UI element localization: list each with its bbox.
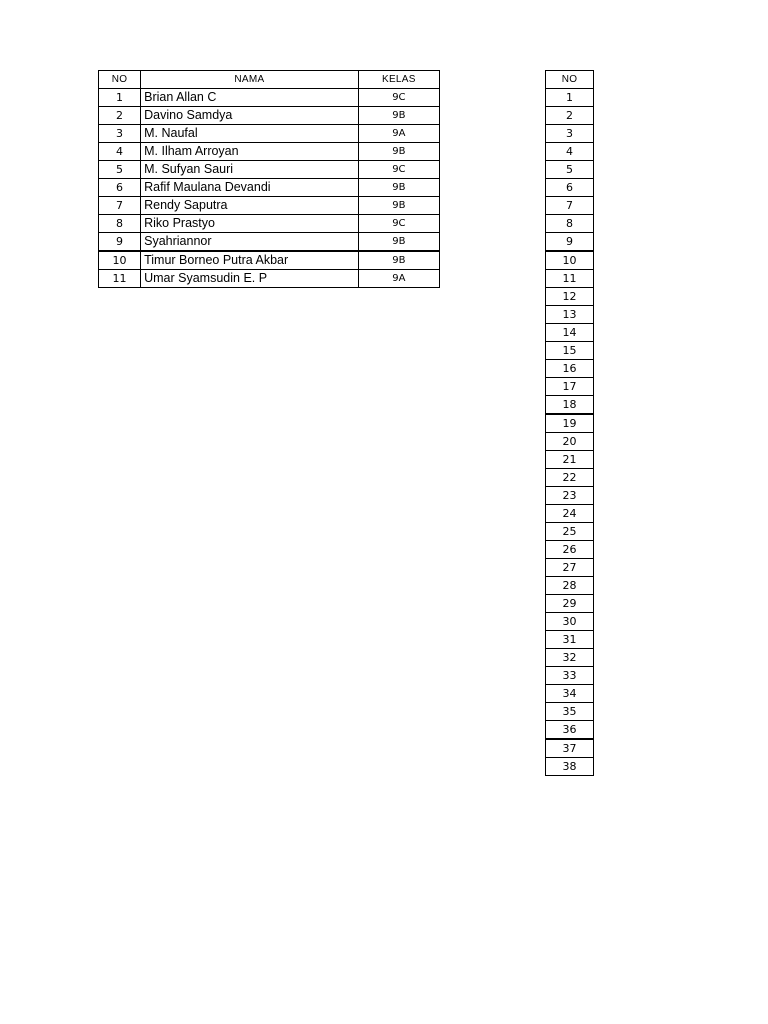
number-cell: 27 (546, 559, 594, 577)
table-row (546, 179, 594, 197)
table-row (99, 143, 440, 161)
number-cell: 11 (546, 270, 594, 288)
table-row (546, 396, 594, 415)
cell-nama: Rendy Saputra (141, 197, 359, 215)
cell-no: 11 (99, 270, 141, 288)
number-cell: 14 (546, 324, 594, 342)
header-no: NO (99, 71, 141, 89)
table-row (546, 306, 594, 324)
cell-kelas: 9B (358, 233, 439, 252)
number-cell: 21 (546, 451, 594, 469)
number-header-no: NO (546, 71, 594, 89)
number-cell: 13 (546, 306, 594, 324)
table-row (99, 161, 440, 179)
table-row (546, 215, 594, 233)
number-cell: 19 (546, 414, 594, 433)
table-row (546, 505, 594, 523)
table-row (546, 414, 594, 433)
header-nama: NAMA (141, 71, 359, 89)
table-row (546, 161, 594, 179)
table-row (546, 703, 594, 721)
number-cell: 30 (546, 613, 594, 631)
table-row (99, 107, 440, 125)
table-row (546, 559, 594, 577)
number-cell: 28 (546, 577, 594, 595)
table-row (99, 179, 440, 197)
table-row (546, 577, 594, 595)
number-cell: 38 (546, 758, 594, 776)
table-row (546, 758, 594, 776)
number-cell: 1 (546, 89, 594, 107)
number-cell: 24 (546, 505, 594, 523)
number-cell: 7 (546, 197, 594, 215)
table-row (546, 523, 594, 541)
cell-no: 2 (99, 107, 141, 125)
number-cell: 26 (546, 541, 594, 559)
cell-kelas: 9B (358, 107, 439, 125)
table-row (546, 541, 594, 559)
table-row (546, 233, 594, 252)
table-row (546, 595, 594, 613)
table-row (546, 631, 594, 649)
cell-nama: Umar Syamsudin E. P (141, 270, 359, 288)
number-cell: 23 (546, 487, 594, 505)
number-cell: 15 (546, 342, 594, 360)
number-cell: 5 (546, 161, 594, 179)
cell-nama: Rafif Maulana Devandi (141, 179, 359, 197)
table-row (99, 270, 440, 288)
table-row (546, 487, 594, 505)
cell-nama: Brian Allan C (141, 89, 359, 107)
student-table-header (99, 71, 440, 89)
table-row (546, 360, 594, 378)
number-cell: 16 (546, 360, 594, 378)
number-cell: 33 (546, 667, 594, 685)
cell-kelas: 9C (358, 89, 439, 107)
table-row (546, 251, 594, 270)
cell-nama: M. Sufyan Sauri (141, 161, 359, 179)
cell-no: 8 (99, 215, 141, 233)
number-cell: 29 (546, 595, 594, 613)
number-cell: 22 (546, 469, 594, 487)
table-row (546, 649, 594, 667)
number-table (545, 70, 594, 776)
cell-kelas: 9A (358, 270, 439, 288)
number-cell: 10 (546, 251, 594, 270)
table-row (99, 233, 440, 252)
table-row (546, 342, 594, 360)
table-row (546, 613, 594, 631)
cell-nama: M. Ilham Arroyan (141, 143, 359, 161)
number-table-header (546, 71, 594, 89)
cell-kelas: 9B (358, 197, 439, 215)
number-cell: 37 (546, 739, 594, 758)
cell-nama: Riko Prastyo (141, 215, 359, 233)
cell-kelas: 9B (358, 143, 439, 161)
cell-no: 4 (99, 143, 141, 161)
cell-no: 1 (99, 89, 141, 107)
cell-nama: M. Naufal (141, 125, 359, 143)
table-row (546, 324, 594, 342)
number-cell: 18 (546, 396, 594, 415)
table-row (546, 288, 594, 306)
cell-no: 10 (99, 251, 141, 270)
cell-no: 6 (99, 179, 141, 197)
table-row (546, 451, 594, 469)
cell-no: 7 (99, 197, 141, 215)
number-cell: 12 (546, 288, 594, 306)
cell-nama: Syahriannor (141, 233, 359, 252)
table-row (546, 721, 594, 740)
table-row (546, 143, 594, 161)
table-row (99, 215, 440, 233)
number-cell: 32 (546, 649, 594, 667)
cell-no: 3 (99, 125, 141, 143)
cell-kelas: 9C (358, 161, 439, 179)
number-cell: 2 (546, 107, 594, 125)
number-cell: 36 (546, 721, 594, 740)
student-table (98, 70, 440, 288)
number-cell: 3 (546, 125, 594, 143)
cell-kelas: 9A (358, 125, 439, 143)
table-row (546, 667, 594, 685)
table-row (546, 197, 594, 215)
cell-kelas: 9B (358, 179, 439, 197)
number-cell: 8 (546, 215, 594, 233)
cell-kelas: 9C (358, 215, 439, 233)
table-row (546, 685, 594, 703)
table-row (546, 125, 594, 143)
cell-nama: Davino Samdya (141, 107, 359, 125)
number-cell: 4 (546, 143, 594, 161)
table-row (546, 739, 594, 758)
table-row (99, 197, 440, 215)
header-kelas: KELAS (358, 71, 439, 89)
table-row (546, 433, 594, 451)
number-cell: 34 (546, 685, 594, 703)
table-row (99, 251, 440, 270)
number-cell: 25 (546, 523, 594, 541)
table-row (546, 89, 594, 107)
table-row (546, 469, 594, 487)
table-row (546, 270, 594, 288)
number-cell: 17 (546, 378, 594, 396)
cell-nama: Timur Borneo Putra Akbar (141, 251, 359, 270)
number-cell: 6 (546, 179, 594, 197)
cell-no: 9 (99, 233, 141, 252)
cell-kelas: 9B (358, 251, 439, 270)
number-cell: 31 (546, 631, 594, 649)
table-row (546, 378, 594, 396)
number-cell: 20 (546, 433, 594, 451)
table-row (546, 107, 594, 125)
number-cell: 35 (546, 703, 594, 721)
table-row (99, 125, 440, 143)
number-cell: 9 (546, 233, 594, 252)
table-row (99, 89, 440, 107)
cell-no: 5 (99, 161, 141, 179)
